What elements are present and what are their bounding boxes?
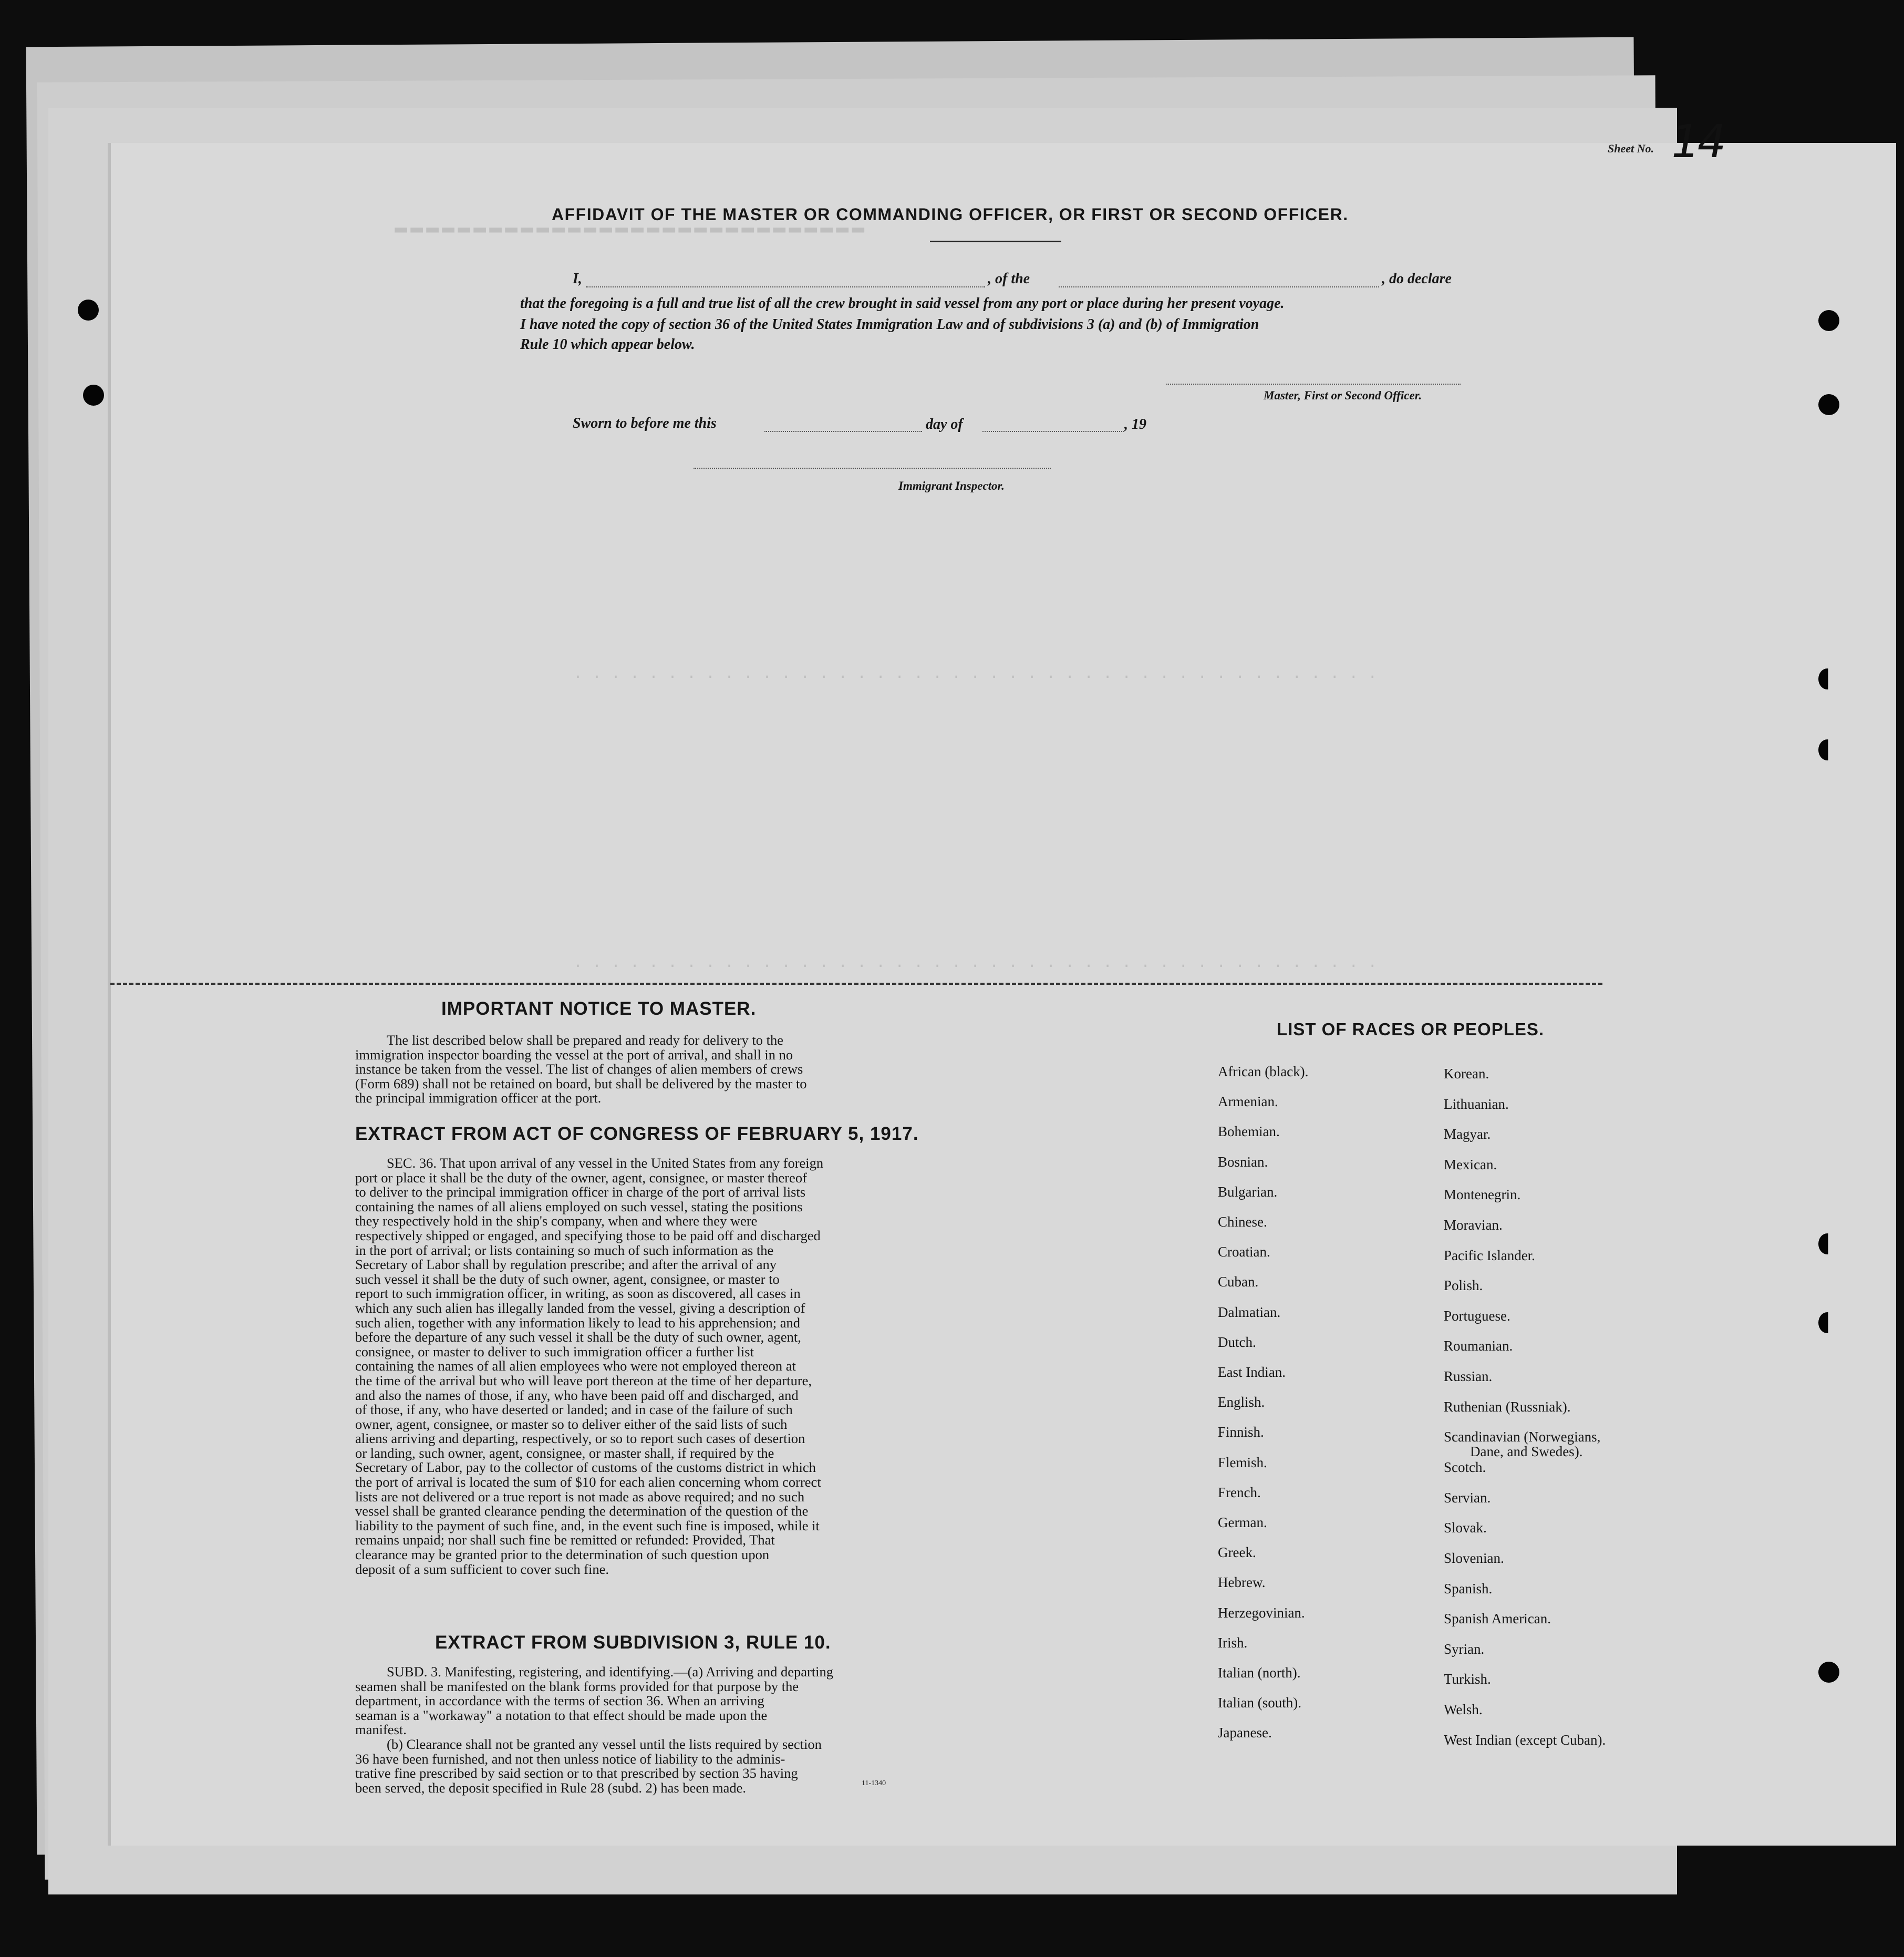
form-number: 11-1340 — [862, 1779, 886, 1787]
notice-title: IMPORTANT NOTICE TO MASTER. — [441, 998, 757, 1019]
act-line: before the departure of any such vessel it shall be the duty of such owner, agent, — [355, 1329, 801, 1345]
race-item: Bohemian. — [1218, 1124, 1280, 1140]
rule-line: SUBD. 3. Manifesting, registering, and identifying.—(a) Arriving and departing — [387, 1664, 834, 1680]
race-item: Portuguese. — [1444, 1307, 1510, 1324]
act-line: which any such alien has illegally landed from the vessel, giving a description of — [355, 1300, 805, 1316]
race-item: Japanese. — [1218, 1725, 1272, 1741]
rule-line: manifest. — [355, 1722, 407, 1738]
race-item: Magyar. — [1444, 1126, 1491, 1142]
race-item: Italian (north). — [1218, 1665, 1301, 1681]
race-item: Finnish. — [1218, 1424, 1264, 1440]
race-item: Flemish. — [1218, 1454, 1267, 1470]
race-item: Welsh. — [1444, 1702, 1483, 1717]
act-line: the port of arrival is located the sum of $10 for each alien concerning whom correct — [355, 1474, 821, 1490]
act-line: or landing, such owner, agent, consignee, or master shall, if required by the — [355, 1445, 774, 1461]
act-line: SEC. 36. That upon arrival of any vessel in the United States from any foreign — [387, 1155, 824, 1171]
race-item: Polish. — [1444, 1278, 1483, 1294]
notice-line: The list described below shall be prepared and ready for delivery to the — [387, 1032, 783, 1048]
race-item: Roumanian. — [1444, 1338, 1513, 1354]
act-line: port or place it shall be the duty of the owner, agent, consignee, or master thereof — [355, 1169, 807, 1186]
name-blank[interactable] — [586, 286, 985, 287]
sworn-prefix: Sworn to before me this — [573, 415, 717, 431]
rule-line: 36 have been furnished, and not then unless notice of liability to the adminis- — [355, 1750, 785, 1767]
race-item: Greek. — [1218, 1544, 1256, 1561]
race-item: Croatian. — [1218, 1244, 1270, 1260]
act-line: deposit of a sum sufficient to cover such fine. — [355, 1561, 609, 1577]
affidavit-of-the: , of the — [988, 271, 1030, 287]
act-line: containing the names of all alien employees who were not employed thereon at — [355, 1358, 796, 1374]
race-item: Lithuanian. — [1444, 1096, 1509, 1112]
race-item: Servian. — [1444, 1489, 1491, 1506]
manifest-sheet — [108, 143, 1896, 1846]
affidavit-i: I, — [573, 271, 582, 287]
rule-extract-title: EXTRACT FROM SUBDIVISION 3, RULE 10. — [435, 1632, 831, 1653]
race-item: Slovenian. — [1444, 1550, 1504, 1566]
punch-hole — [1818, 668, 1836, 689]
race-item: Bosnian. — [1218, 1153, 1268, 1170]
act-line: owner, agent, consignee, or master so to deliver either of the said lists of such — [355, 1416, 788, 1432]
bleed-through: ▬▬▬▬▬▬▬▬▬▬▬▬▬▬▬▬▬▬▬▬▬▬▬▬▬▬▬▬▬▬ — [395, 217, 868, 240]
race-item: Dutch. — [1218, 1334, 1256, 1350]
race-item: French. — [1218, 1484, 1261, 1500]
sheet-number-handwritten: 14 — [1666, 116, 1729, 168]
race-item: Russian. — [1444, 1368, 1493, 1384]
act-line: they respectively hold in the ship's company, when and where they were — [355, 1213, 758, 1229]
act-line: Secretary of Labor, pay to the collector of customs of the customs district in which — [355, 1459, 816, 1476]
rule-line: seamen shall be manifested on the blank forms provided for that purpose by the — [355, 1678, 799, 1694]
affidavit-title: AFFIDAVIT OF THE MASTER OR COMMANDING OFFICER, OR FIRST OR SECOND OFFICER. — [552, 205, 1349, 224]
act-line: and also the names of those, if any, who have been paid off and discharged, and — [355, 1387, 799, 1403]
punch-hole — [1818, 1312, 1836, 1333]
title-underline — [930, 241, 1061, 242]
rule-extract-body — [355, 1665, 943, 1795]
notice-line: (Form 689) shall not be retained on board, but shall be delivered by the master to — [355, 1075, 807, 1091]
act-line: Secretary of Labor shall by regulation prescribe; and after the arrival of any — [355, 1256, 777, 1273]
act-line: to deliver to the principal immigration officer in charge of the port of arrival lists — [355, 1184, 806, 1200]
notice-line: the principal immigration officer at the port. — [355, 1090, 602, 1106]
punch-hole — [1818, 310, 1839, 331]
fold-line — [110, 983, 1602, 985]
act-line: such vessel it shall be the duty of such owner, agent, consignee, or master to — [355, 1271, 780, 1287]
notice-body — [355, 1033, 943, 1106]
affidavit-line-4: Rule 10 which appear below. — [520, 336, 695, 353]
inspector-label: Immigrant Inspector. — [898, 479, 1005, 492]
act-line: aliens arriving and departing, respectively, or so to report such cases of desertion — [355, 1430, 805, 1447]
punch-hole — [1818, 739, 1836, 760]
race-item: Scandinavian (Norwegians, — [1444, 1429, 1601, 1445]
race-item: Armenian. — [1218, 1094, 1278, 1110]
race-item: Dane, and Swedes). — [1470, 1444, 1583, 1460]
master-label: Master, First or Second Officer. — [1264, 389, 1422, 402]
act-line: of those, if any, who have deserted or landed; and in case of the failure of such — [355, 1402, 793, 1418]
race-item: Cuban. — [1218, 1274, 1259, 1290]
bleed-through: · · · · · · · · · · · · · · · · · · · · · · · · · · · · · · · · · · · · · · · · · · · — [573, 957, 1378, 975]
act-line: remains unpaid; nor shall such fine be remitted or refunded: Provided, That — [355, 1532, 775, 1548]
act-line: clearance may be granted prior to the determination of such question upon — [355, 1547, 770, 1563]
races-title: LIST OF RACES OR PEOPLES. — [1277, 1019, 1545, 1039]
rule-line: (b) Clearance shall not be granted any vessel until the lists required by section — [387, 1736, 822, 1752]
race-item: Bulgarian. — [1218, 1183, 1278, 1200]
rule-line: department, in accordance with the terms of section 36. When an arriving — [355, 1693, 764, 1709]
sworn-month-blank[interactable] — [982, 431, 1124, 432]
sworn-day-blank[interactable] — [764, 431, 922, 432]
act-extract-title: EXTRACT FROM ACT OF CONGRESS OF FEBRUARY 5, 1917. — [355, 1124, 919, 1144]
race-item: Moravian. — [1444, 1217, 1503, 1233]
act-line: such alien, together with any information likely to lead to his apprehension; and — [355, 1314, 801, 1331]
race-item: Syrian. — [1444, 1641, 1485, 1657]
race-item: East Indian. — [1218, 1364, 1286, 1380]
act-line: the time of the arrival but who will leave port thereon at the time of her departure, — [355, 1372, 812, 1388]
notice-line: instance be taken from the vessel. The list of changes of alien members of crews — [355, 1061, 803, 1077]
act-line: containing the names of all aliens employed on such vessel, stating the positions — [355, 1198, 803, 1214]
act-line: liability to the payment of such fine, and, in the event such fine is imposed, while it — [355, 1517, 820, 1533]
act-line: in the port of arrival; or lists containing so much of such information as the — [355, 1242, 774, 1258]
race-item: Mexican. — [1444, 1156, 1497, 1172]
race-item: Dalmatian. — [1218, 1304, 1281, 1320]
race-item: Chinese. — [1218, 1214, 1267, 1230]
race-item: African (black). — [1218, 1064, 1309, 1079]
act-line: report to such immigration officer, in writing, as soon as discovered, all cases in — [355, 1285, 801, 1302]
punch-hole — [83, 385, 104, 406]
rule-line: been served, the deposit specified in Rule 28 (subd. 2) has been made. — [355, 1779, 746, 1796]
race-item: Italian (south). — [1218, 1695, 1301, 1711]
punch-hole — [78, 300, 99, 321]
rule-line: trative fine prescribed by said section or to that prescribed by section 35 having — [355, 1765, 798, 1781]
inspector-signature-blank[interactable] — [694, 468, 1051, 469]
affidavit-line-2: that the foregoing is a full and true list of all the crew brought in said vessel from any port or place during her present voyage. — [520, 295, 1285, 312]
act-line: consignee, or master to deliver to such immigration officer a further list — [355, 1343, 754, 1359]
act-line: vessel shall be granted clearance pending the determination of the question of the — [355, 1503, 809, 1519]
race-item: English. — [1218, 1394, 1265, 1410]
race-item: Spanish American. — [1444, 1611, 1551, 1627]
vessel-blank[interactable] — [1059, 286, 1379, 287]
race-item: Slovak. — [1444, 1520, 1487, 1536]
race-item: Turkish. — [1444, 1671, 1491, 1687]
race-item: Hebrew. — [1218, 1574, 1266, 1591]
race-item: Irish. — [1218, 1634, 1248, 1651]
sworn-year: , 19 — [1124, 416, 1146, 432]
sworn-day-of: day of — [926, 416, 963, 432]
act-line: lists are not delivered or a true report is not made as above required; and no such — [355, 1488, 805, 1505]
master-signature-blank[interactable] — [1166, 384, 1461, 385]
punch-hole — [1818, 1662, 1839, 1683]
race-item: German. — [1218, 1515, 1267, 1530]
punch-hole — [1818, 394, 1839, 415]
race-item: Montenegrin. — [1444, 1187, 1521, 1203]
affidavit-declare: , do declare — [1382, 271, 1452, 287]
race-item: Korean. — [1444, 1066, 1489, 1082]
race-item: Herzegovinian. — [1218, 1604, 1305, 1621]
sheet-number-label: Sheet No. — [1608, 142, 1654, 155]
race-item: Pacific Islander. — [1444, 1247, 1535, 1263]
rule-line: seaman is a "workaway" a notation to that effect should be made upon the — [355, 1707, 768, 1723]
race-item: Ruthenian (Russniak). — [1444, 1398, 1571, 1415]
race-item: Scotch. — [1444, 1459, 1486, 1476]
race-item: West Indian (except Cuban). — [1444, 1732, 1606, 1748]
act-line: respectively shipped or engaged, and specifying those to be paid off and discharged — [355, 1227, 821, 1243]
race-item: Spanish. — [1444, 1580, 1493, 1596]
act-extract-body — [355, 1156, 943, 1577]
notice-line: immigration inspector boarding the vessel at the port of arrival, and shall in no — [355, 1046, 793, 1063]
bleed-through: · · · · · · · · · · · · · · · · · · · · · · · · · · · · · · · · · · · · · · · · · · · — [573, 668, 1378, 686]
affidavit-line-3: I have noted the copy of section 36 of the United States Immigration Law and of subdivisions 3 (a) and (b) of Immigration — [520, 316, 1259, 333]
punch-hole — [1818, 1233, 1836, 1254]
